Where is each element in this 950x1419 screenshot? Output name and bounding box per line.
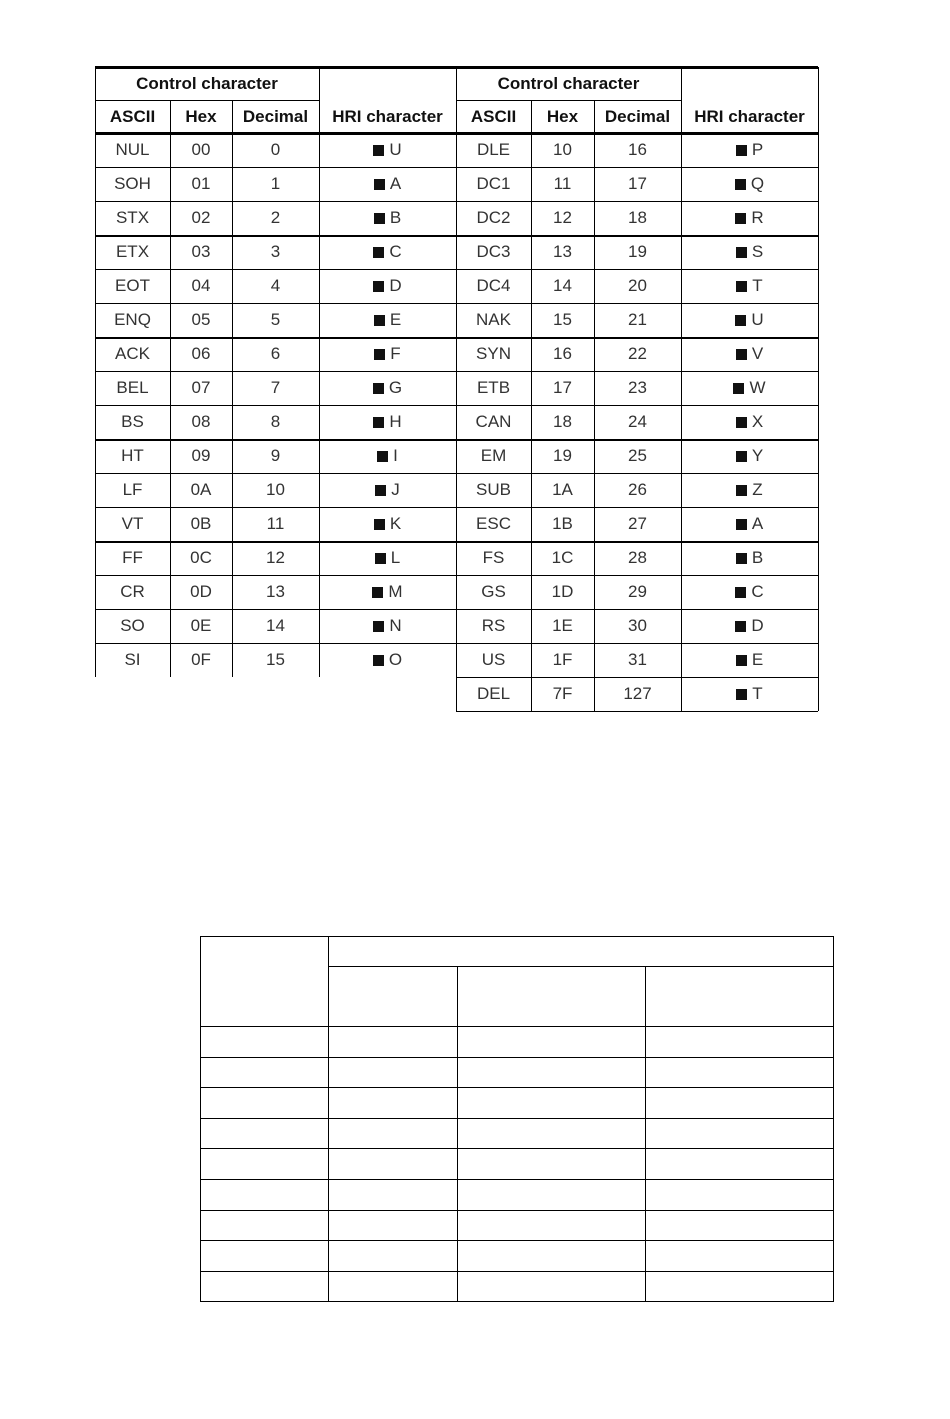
column-line xyxy=(232,100,233,677)
right_rows-decimal-cell: 18 xyxy=(628,208,647,227)
hri-cell xyxy=(319,643,456,677)
left_rows-decimal-cell: 13 xyxy=(266,582,285,601)
hri-letter: K xyxy=(389,514,402,533)
right_rows-ascii-cell: SYN xyxy=(476,344,511,363)
hri-cell xyxy=(319,201,456,235)
left_rows-ascii-cell: BS xyxy=(121,412,144,431)
hri-letter: E xyxy=(389,310,402,329)
column-header-hri: HRI character xyxy=(332,107,443,126)
right_rows-decimal-cell: 21 xyxy=(628,310,647,329)
column-line xyxy=(531,100,532,711)
left_rows-ascii-cell: SI xyxy=(124,650,141,669)
left_rows-ascii-cell: NUL xyxy=(115,140,150,159)
hri-letter: A xyxy=(389,174,402,193)
right_rows-hex-cell: 14 xyxy=(553,276,572,295)
hri-cell xyxy=(319,405,456,439)
black-square-icon xyxy=(736,485,747,496)
right_rows-hex-cell: 18 xyxy=(553,412,572,431)
grid-line xyxy=(200,1148,834,1149)
left_rows-hex-cell: 0D xyxy=(190,582,212,601)
left_rows-decimal-cell: 11 xyxy=(266,514,285,533)
right_rows-ascii-cell: GS xyxy=(481,582,506,601)
hri-cell xyxy=(681,269,818,303)
black-square-icon xyxy=(373,281,384,292)
hri-letter: Y xyxy=(751,446,764,465)
hri-letter: D xyxy=(389,276,402,295)
right_rows-hex-cell: 15 xyxy=(553,310,572,329)
hri-cell xyxy=(681,609,818,643)
black-square-icon xyxy=(374,315,385,326)
hri-cell xyxy=(319,303,456,337)
hri-cell xyxy=(319,609,456,643)
left_rows-ascii-cell: LF xyxy=(122,480,143,499)
hri-letter: B xyxy=(389,208,402,227)
hri-letter: M xyxy=(388,582,403,601)
grid-line xyxy=(328,966,833,967)
black-square-icon xyxy=(374,519,385,530)
hri-letter: R xyxy=(751,208,764,227)
column-line xyxy=(95,67,96,677)
grid-line xyxy=(200,1210,834,1211)
black-square-icon xyxy=(736,553,747,564)
right_rows-decimal-cell: 30 xyxy=(628,616,647,635)
right_rows-hex-cell: 1D xyxy=(551,582,574,601)
hri-cell xyxy=(681,201,818,235)
hri-cell xyxy=(681,303,818,337)
black-square-icon xyxy=(372,587,383,598)
left_rows-decimal-cell: 12 xyxy=(266,548,285,567)
black-square-icon xyxy=(736,451,747,462)
right_rows-hex-cell: 12 xyxy=(553,208,572,227)
left_rows-decimal-cell: 0 xyxy=(270,140,281,159)
hri-cell xyxy=(681,167,818,201)
hri-cell xyxy=(319,269,456,303)
grid-line xyxy=(200,1271,834,1272)
hri-letter: B xyxy=(751,548,764,567)
black-square-icon xyxy=(373,655,384,666)
right_rows-ascii-cell: DC4 xyxy=(476,276,511,295)
hri-cell xyxy=(319,235,456,269)
right_rows-hex-cell: 10 xyxy=(553,140,572,159)
hri-letter: I xyxy=(393,446,398,465)
column-header-hex: Hex xyxy=(185,106,217,126)
black-square-icon xyxy=(735,587,746,598)
hri-cell xyxy=(319,167,456,201)
hri-letter: W xyxy=(749,378,766,397)
left_rows-decimal-cell: 4 xyxy=(270,276,281,295)
hri-letter: H xyxy=(389,412,402,431)
left_rows-hex-cell: 0C xyxy=(190,548,212,567)
hri-letter: A xyxy=(751,514,764,533)
left_rows-decimal-cell: 8 xyxy=(270,412,281,431)
hri-cell xyxy=(681,507,818,541)
left_rows-hex-cell: 0B xyxy=(190,514,212,533)
hri-cell xyxy=(681,439,818,473)
left_rows-decimal-cell: 15 xyxy=(266,650,285,669)
black-square-icon xyxy=(375,485,386,496)
right_rows-hex-cell: 17 xyxy=(553,378,572,397)
black-square-icon xyxy=(377,451,388,462)
column-line xyxy=(594,100,595,711)
left_rows-ascii-cell: BEL xyxy=(116,378,149,397)
black-square-icon xyxy=(736,349,747,360)
black-square-icon xyxy=(736,519,747,530)
left_rows-ascii-cell: CR xyxy=(120,582,145,601)
left_rows-decimal-cell: 1 xyxy=(270,174,281,193)
right_rows-hex-cell: 1F xyxy=(552,650,573,669)
hri-cell xyxy=(319,575,456,609)
column-line xyxy=(456,67,457,711)
hri-cell xyxy=(681,337,818,371)
column-line xyxy=(319,67,320,677)
group-header: Control character xyxy=(497,73,640,93)
right_rows-ascii-cell: DC3 xyxy=(476,242,511,261)
left_rows-ascii-cell: VT xyxy=(121,514,144,533)
left_rows-hex-cell: 05 xyxy=(191,310,211,329)
hri-letter: X xyxy=(751,412,764,431)
right_rows-hex-cell: 11 xyxy=(553,174,572,193)
hri-letter: C xyxy=(389,242,402,261)
black-square-icon xyxy=(736,247,747,258)
black-square-icon xyxy=(373,145,384,156)
black-square-icon xyxy=(733,383,744,394)
left_rows-ascii-cell: SOH xyxy=(114,174,151,193)
grid-line xyxy=(200,936,201,1301)
right_rows-ascii-cell: DLE xyxy=(476,140,511,159)
hri-cell xyxy=(681,405,818,439)
hri-letter: D xyxy=(751,616,764,635)
hri-cell xyxy=(681,235,818,269)
right_rows-decimal-cell: 17 xyxy=(628,174,647,193)
left_rows-ascii-cell: EOT xyxy=(115,276,150,295)
black-square-icon xyxy=(373,247,384,258)
right_rows-decimal-cell: 16 xyxy=(628,140,647,159)
black-square-icon xyxy=(736,145,747,156)
left_rows-ascii-cell: SO xyxy=(120,616,145,635)
hri-letter: F xyxy=(390,344,401,363)
right_rows-hex-cell: 13 xyxy=(553,242,572,261)
black-square-icon xyxy=(735,213,746,224)
grid-line xyxy=(200,1057,834,1058)
right_rows-ascii-cell: NAK xyxy=(476,310,511,329)
right_rows-hex-cell: 1C xyxy=(551,548,574,567)
hri-cell xyxy=(319,541,456,575)
left_rows-decimal-cell: 10 xyxy=(266,480,285,499)
grid-line xyxy=(200,1240,834,1241)
black-square-icon xyxy=(374,179,385,190)
black-square-icon xyxy=(374,349,385,360)
left_rows-decimal-cell: 3 xyxy=(270,242,281,261)
grid-line xyxy=(457,966,458,1301)
left_rows-hex-cell: 0A xyxy=(190,480,212,499)
left_rows-hex-cell: 0F xyxy=(191,650,211,669)
column-header-hex: Hex xyxy=(546,106,579,126)
right_rows-decimal-cell: 24 xyxy=(628,412,647,431)
left_rows-hex-cell: 00 xyxy=(191,140,211,159)
hri-letter: L xyxy=(390,548,401,567)
right_rows-ascii-cell: SUB xyxy=(476,480,511,499)
right_rows-ascii-cell: FS xyxy=(482,548,505,567)
hri-cell xyxy=(681,677,818,711)
black-square-icon xyxy=(736,281,747,292)
left_rows-decimal-cell: 14 xyxy=(266,616,285,635)
column-line xyxy=(681,67,682,711)
black-square-icon xyxy=(373,417,384,428)
grid-line xyxy=(200,1087,834,1088)
left_rows-decimal-cell: 6 xyxy=(270,344,281,363)
group-header: Control character xyxy=(136,73,278,93)
right_rows-ascii-cell: ESC xyxy=(476,514,511,533)
hri-letter: G xyxy=(388,378,403,397)
right_rows-decimal-cell: 31 xyxy=(628,650,647,669)
column-header-hri: HRI character xyxy=(694,107,805,126)
hri-letter: P xyxy=(751,140,764,159)
right_rows-ascii-cell: CAN xyxy=(475,412,512,431)
rule-line xyxy=(456,711,818,712)
grid-line xyxy=(200,1301,834,1302)
left_rows-decimal-cell: 2 xyxy=(270,208,281,227)
black-square-icon xyxy=(736,417,747,428)
right_rows-ascii-cell: ETB xyxy=(476,378,511,397)
hri-letter: U xyxy=(751,310,764,329)
grid-line xyxy=(200,1118,834,1119)
right_rows-decimal-cell: 29 xyxy=(628,582,647,601)
right_rows-decimal-cell: 28 xyxy=(628,548,647,567)
black-square-icon xyxy=(373,383,384,394)
hri-letter: T xyxy=(752,276,763,295)
hri-cell xyxy=(319,473,456,507)
hri-letter: E xyxy=(751,650,764,669)
right_rows-ascii-cell: DC1 xyxy=(476,174,511,193)
right_rows-hex-cell: 1E xyxy=(552,616,573,635)
grid-line xyxy=(645,966,646,1301)
black-square-icon xyxy=(735,315,746,326)
right_rows-decimal-cell: 26 xyxy=(628,480,647,499)
black-square-icon xyxy=(736,655,747,666)
right_rows-hex-cell: 16 xyxy=(553,344,572,363)
black-square-icon xyxy=(375,553,386,564)
hri-letter: S xyxy=(751,242,764,261)
left_rows-hex-cell: 07 xyxy=(191,378,211,397)
hri-letter: C xyxy=(751,582,764,601)
hri-cell xyxy=(319,133,456,167)
left_rows-ascii-cell: STX xyxy=(115,208,150,227)
hri-cell xyxy=(681,371,818,405)
black-square-icon xyxy=(374,213,385,224)
right_rows-decimal-cell: 20 xyxy=(628,276,647,295)
right_rows-ascii-cell: RS xyxy=(481,616,506,635)
right_rows-ascii-cell: US xyxy=(481,650,506,669)
hri-cell xyxy=(681,575,818,609)
hri-letter: U xyxy=(389,140,402,159)
left_rows-hex-cell: 06 xyxy=(191,344,211,363)
left_rows-hex-cell: 09 xyxy=(191,446,211,465)
right_rows-ascii-cell: EM xyxy=(480,446,507,465)
column-line xyxy=(818,67,819,711)
column-line xyxy=(170,100,171,677)
column-header-ascii: ASCII xyxy=(470,106,517,126)
hri-letter: J xyxy=(391,480,400,499)
right_rows-decimal-cell: 27 xyxy=(628,514,647,533)
left_rows-hex-cell: 04 xyxy=(191,276,211,295)
black-square-icon xyxy=(735,621,746,632)
right_rows-hex-cell: 1A xyxy=(552,480,573,499)
left_rows-ascii-cell: ACK xyxy=(115,344,150,363)
right_rows-hex-cell: 7F xyxy=(552,684,573,703)
black-square-icon xyxy=(736,689,747,700)
right_rows-hex-cell: 1B xyxy=(552,514,573,533)
left_rows-hex-cell: 03 xyxy=(191,242,211,261)
hri-cell xyxy=(319,507,456,541)
hri-letter: O xyxy=(388,650,403,669)
hri-letter: Q xyxy=(750,174,765,193)
right_rows-decimal-cell: 19 xyxy=(628,242,647,261)
column-header-decimal: Decimal xyxy=(604,106,671,126)
left_rows-ascii-cell: ENQ xyxy=(114,310,151,329)
left_rows-ascii-cell: HT xyxy=(121,446,144,465)
column-header-ascii: ASCII xyxy=(109,106,156,126)
grid-line xyxy=(833,936,834,1301)
hri-cell xyxy=(319,371,456,405)
right_rows-decimal-cell: 23 xyxy=(628,378,647,397)
grid-line xyxy=(328,936,329,1301)
hri-cell xyxy=(319,439,456,473)
hri-letter: N xyxy=(389,616,402,635)
grid-line xyxy=(200,1179,834,1180)
right_rows-decimal-cell: 22 xyxy=(628,344,647,363)
left_rows-decimal-cell: 7 xyxy=(270,378,281,397)
hri-letter: T xyxy=(752,684,763,703)
hri-letter: Z xyxy=(752,480,763,499)
hri-letter: V xyxy=(751,344,764,363)
black-square-icon xyxy=(373,621,384,632)
right_rows-decimal-cell: 127 xyxy=(623,684,652,703)
left_rows-ascii-cell: FF xyxy=(122,548,143,567)
column-header-decimal: Decimal xyxy=(242,106,309,126)
right_rows-ascii-cell: DEL xyxy=(476,684,511,703)
hri-cell xyxy=(681,133,818,167)
grid-line xyxy=(200,1026,834,1027)
right_rows-hex-cell: 19 xyxy=(553,446,572,465)
right_rows-decimal-cell: 25 xyxy=(628,446,647,465)
left_rows-decimal-cell: 5 xyxy=(270,310,281,329)
black-square-icon xyxy=(735,179,746,190)
left_rows-hex-cell: 0E xyxy=(190,616,212,635)
left_rows-hex-cell: 01 xyxy=(191,174,211,193)
hri-cell xyxy=(319,337,456,371)
hri-cell xyxy=(681,473,818,507)
grid-line xyxy=(200,936,833,937)
left_rows-hex-cell: 08 xyxy=(191,412,211,431)
right_rows-ascii-cell: DC2 xyxy=(476,208,511,227)
left_rows-hex-cell: 02 xyxy=(191,208,211,227)
hri-cell xyxy=(681,643,818,677)
left_rows-decimal-cell: 9 xyxy=(270,446,281,465)
left_rows-ascii-cell: ETX xyxy=(115,242,150,261)
hri-cell xyxy=(681,541,818,575)
